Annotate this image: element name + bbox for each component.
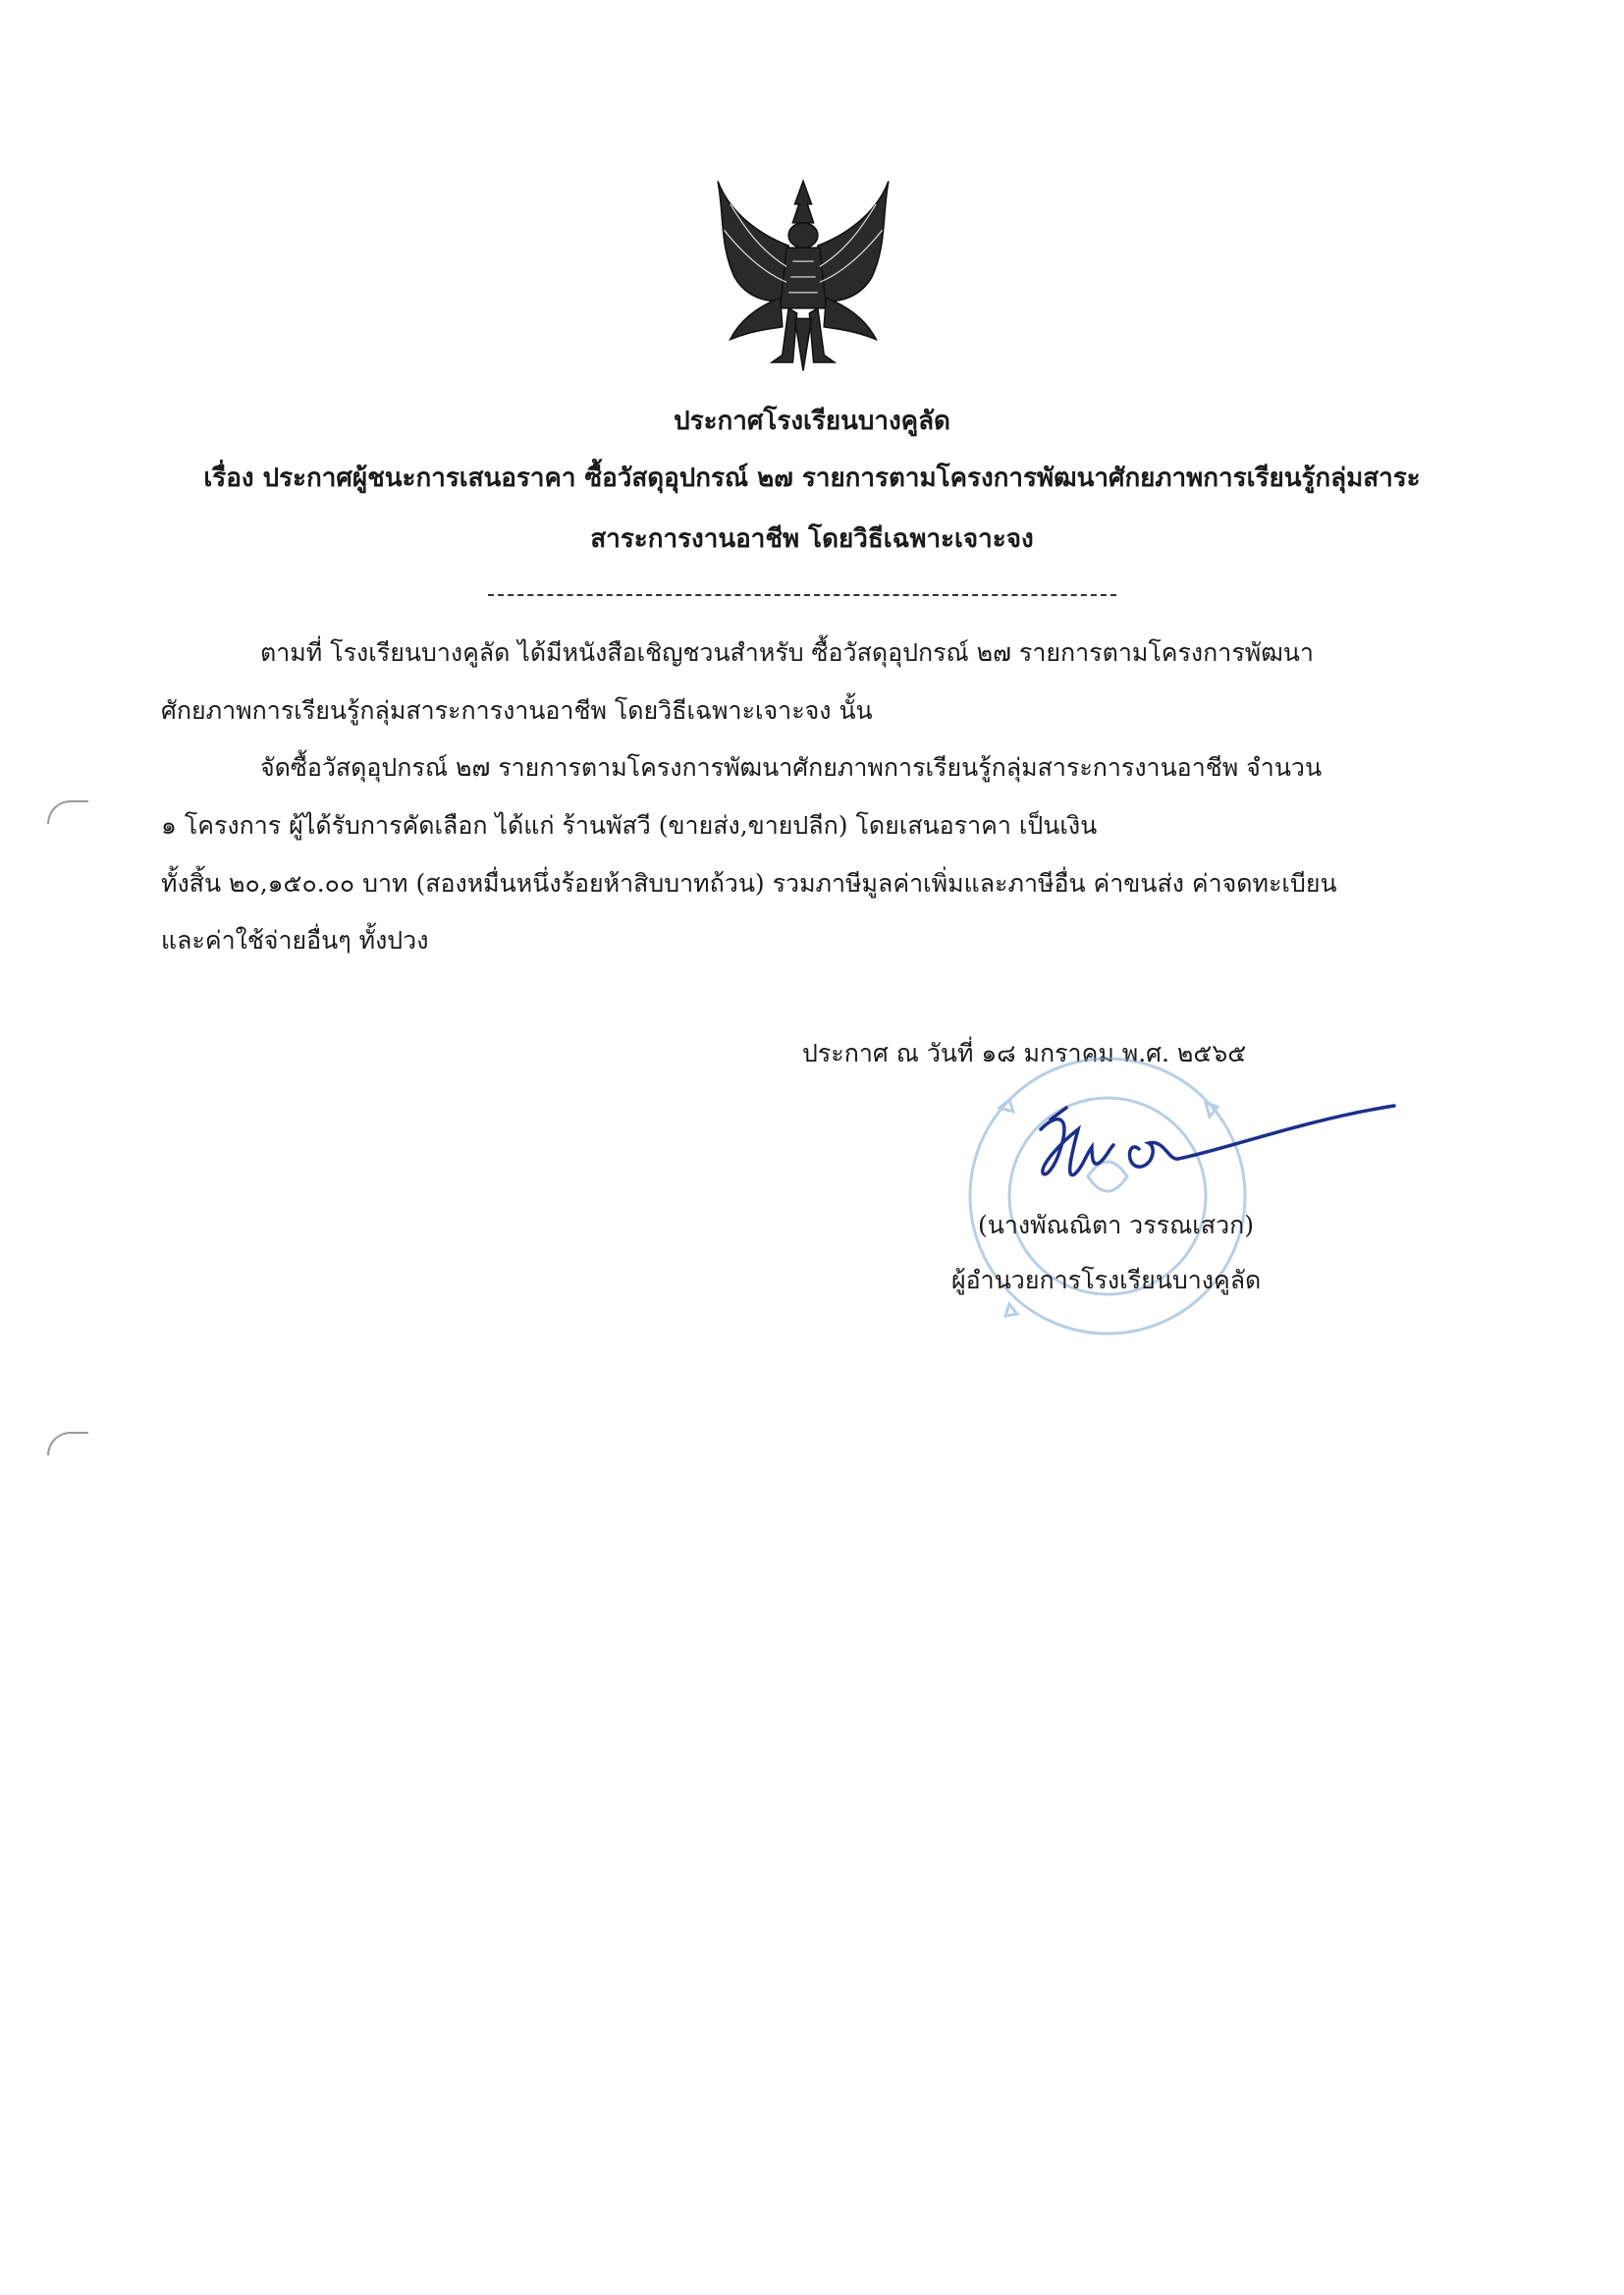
signature-icon bbox=[1031, 1100, 1404, 1218]
separator-line bbox=[488, 594, 1116, 596]
punch-hole-mark bbox=[47, 800, 88, 824]
paragraph-1-line-2: ศักยภาพการเรียนรู้กลุ่มสาระการงานอาชีพ โดยวิธีเฉพาะเจาะจง นั้น bbox=[161, 696, 873, 725]
signer-position: ผู้อำนวยการโรงเรียนบางคูลัด bbox=[951, 1266, 1262, 1294]
punch-hole-mark bbox=[47, 1432, 88, 1455]
paragraph-2-line-3: ทั้งสิ้น ๒๐,๑๕๐.๐๐ บาท (สองหมื่นหนึ่งร้อยห้าสิบบาทถ้วน) รวมภาษีมูลค่าเพิ่มและภาษีอื่น ค่าขนส่ง ค่าจดทะเบียน bbox=[161, 869, 1337, 898]
subject-line-2: สาระการงานอาชีพ โดยวิธีเฉพาะเจาะจง bbox=[590, 524, 1034, 554]
paragraph-2-line-2: ๑ โครงการ ผู้ได้รับการคัดเลือก ได้แก่ ร้านพัสวี (ขายส่ง,ขายปลีก) โดยเสนอราคา เป็นเงิน bbox=[161, 811, 1098, 840]
announcement-date: ประกาศ ณ วันที่ ๑๘ มกราคม พ.ศ. ๒๕๖๕ bbox=[802, 1039, 1247, 1067]
garuda-emblem-icon bbox=[699, 173, 907, 381]
announcement-title: ประกาศโรงเรียนบางคูลัด bbox=[674, 407, 950, 436]
paragraph-2-line-1: จัดซื้อวัสดุอุปกรณ์ ๒๗ รายการตามโครงการพัฒนาศักยภาพการเรียนรู้กลุ่มสาระการงานอาชีพ จำนวน bbox=[260, 753, 1323, 782]
signer-name: (นางพัณณิตา วรรณเสวก) bbox=[978, 1211, 1254, 1239]
paragraph-1-line-1: ตามที่ โรงเรียนบางคูลัด ได้มีหนังสือเชิญชวนสำหรับ ซื้อวัสดุอุปกรณ์ ๒๗ รายการตามโครงการพัฒนา bbox=[260, 638, 1314, 667]
paragraph-2-line-4: และค่าใช้จ่ายอื่นๆ ทั้งปวง bbox=[161, 926, 429, 955]
subject-line-1: เรื่อง ประกาศผู้ชนะการเสนอราคา ซื้อวัสดุอุปกรณ์ ๒๗ รายการตามโครงการพัฒนาศักยภาพการเรียนรู้กลุ่มสาระ bbox=[203, 464, 1421, 493]
